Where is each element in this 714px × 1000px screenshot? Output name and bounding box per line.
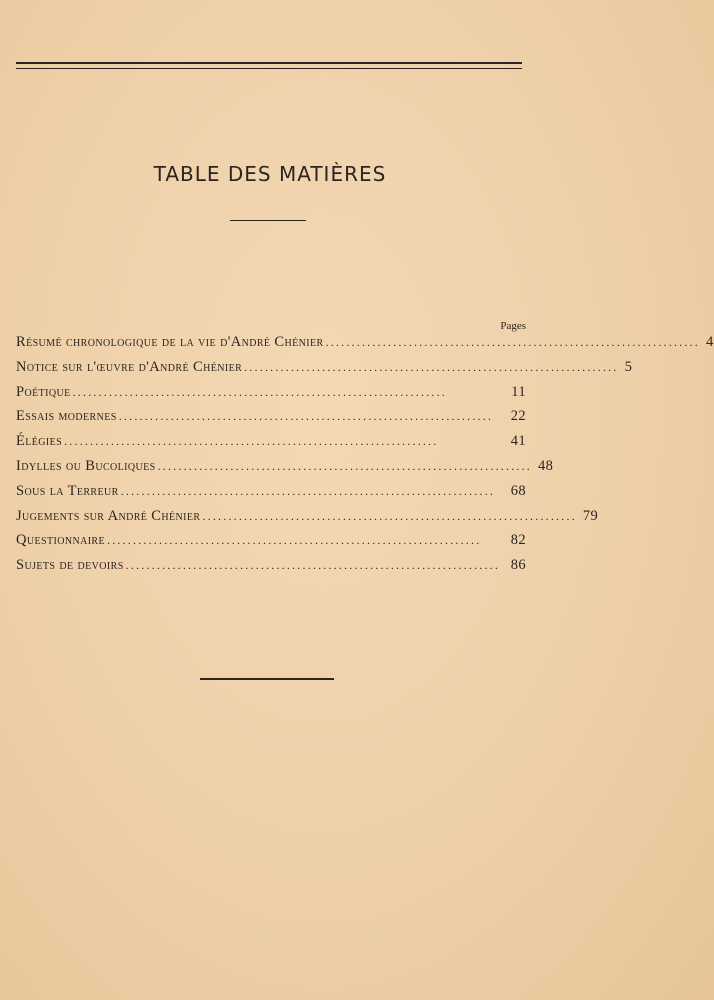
toc-entry	[16, 334, 714, 359]
dot-leader: ........................................................................	[107, 533, 482, 548]
toc-entry-page: 5	[624, 358, 633, 375]
dot-leader: ........................................................................	[118, 409, 494, 424]
toc-entry-label: Résumé chronologique de la vie d'André Chénier	[16, 334, 324, 350]
top-rule	[16, 62, 522, 64]
top-rule-secondary	[16, 68, 522, 69]
toc-entry-label: Essais modernes	[16, 408, 117, 425]
pages-column-header: Pages	[500, 320, 526, 332]
toc-entry-label: Sous la Terreur	[16, 482, 119, 499]
toc-entry-page: 11	[511, 383, 526, 400]
toc-entry-page: 68	[510, 482, 526, 499]
dot-leader: ........................................................................	[120, 483, 496, 498]
toc-entry-label: Questionnaire	[16, 532, 105, 549]
bottom-divider	[200, 678, 334, 680]
toc-entry	[16, 483, 526, 508]
toc-entry-label: Idylles ou Bucoliques	[16, 457, 156, 474]
toc-entry	[16, 433, 526, 458]
dot-leader: ........................................................................	[72, 384, 447, 399]
toc-entry-page: 22	[510, 408, 526, 425]
dot-leader: ........................................................................	[125, 558, 501, 573]
toc-entry-page: 48	[538, 457, 554, 474]
toc-entry-label: Élégies	[16, 433, 63, 450]
toc-entry	[16, 358, 633, 384]
dot-leader: ........................................................................	[244, 359, 619, 374]
toc-entry-label: Jugements sur André Chénier	[16, 507, 201, 524]
table-of-contents	[16, 334, 714, 582]
dot-leader: ........................................................................	[202, 508, 577, 523]
toc-entry	[16, 384, 526, 409]
page-title: TABLE DES MATIÈRES	[153, 162, 387, 186]
toc-entry	[16, 507, 599, 533]
toc-entry-page: 86	[510, 557, 526, 574]
toc-entry-page: 79	[582, 507, 599, 524]
toc-entry-page: 82	[510, 532, 526, 549]
dot-leader: ........................................................................	[64, 434, 439, 449]
toc-entry-label: Notice sur l'œuvre d'André Chénier	[16, 358, 243, 375]
toc-entry	[16, 532, 526, 557]
toc-entry-page: 41	[510, 433, 526, 450]
toc-entry	[16, 457, 554, 483]
title-divider	[230, 220, 306, 221]
dot-leader: ........................................................................	[325, 335, 700, 349]
dot-leader: ........................................................................	[157, 458, 532, 473]
toc-entry	[16, 408, 526, 433]
toc-entry-label: Poétique	[16, 383, 71, 400]
toc-entry-label: Sujets de devoirs	[16, 557, 124, 574]
toc-entry	[16, 557, 526, 582]
toc-entry-page: 4	[705, 334, 714, 350]
